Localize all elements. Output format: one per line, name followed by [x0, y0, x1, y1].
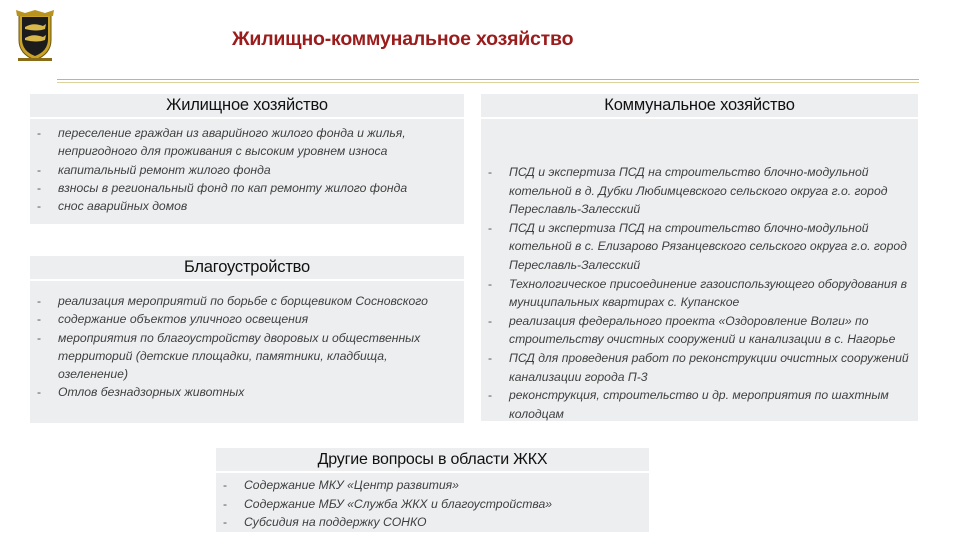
- other-list: [222, 476, 641, 532]
- list-item: - ПСД и экспертиза ПСД на строительство блочно-модульной котельной в д. Дубки Любимцевского сельского округа г.о. город Переславль-Залесский: [487, 163, 910, 219]
- page-title: Жилищно-коммунальное хозяйство: [232, 28, 574, 50]
- improvement-list: [36, 292, 456, 402]
- housing-heading: Жилищное хозяйство: [30, 94, 464, 119]
- list-item: - взносы в региональный фонд по кап ремонту жилого фонда: [36, 179, 456, 197]
- housing-panel: [30, 94, 464, 224]
- communal-body: [481, 119, 918, 421]
- list-item: - мероприятия по благоустройству дворовых и общественных территорий (детские площадки, памятники, кладбища, озеленение): [36, 329, 456, 384]
- improvement-heading: Благоустройство: [30, 256, 464, 281]
- coat-of-arms-icon: [13, 10, 57, 62]
- other-panel: [216, 448, 649, 532]
- list-item: - Отлов безнадзорных животных: [36, 383, 456, 401]
- list-item: - Содержание МКУ «Центр развития»: [222, 476, 641, 495]
- communal-heading: Коммунальное хозяйство: [481, 94, 918, 119]
- list-item: - Технологическое присоединение газоиспользующего оборудования в муниципальных квартирах с. Купанское: [487, 275, 910, 312]
- list-item: - реконструкция, строительство и др. мероприятия по шахтным колодцам: [487, 386, 910, 423]
- list-item: - реализация федерального проекта «Оздоровление Волги» по строительству очистных сооружений и канализации в с. Нагорье: [487, 312, 910, 349]
- list-item: - Субсидия на поддержку СОНКО: [222, 513, 641, 532]
- list-item: - капитальный ремонт жилого фонда: [36, 161, 456, 179]
- list-item: - реализация мероприятий по борьбе с борщевиком Сосновского: [36, 292, 456, 310]
- list-item: - содержание объектов уличного освещения: [36, 310, 456, 328]
- other-heading: Другие вопросы в области ЖКХ: [216, 448, 649, 473]
- list-item: - переселение граждан из аварийного жилого фонда и жилья, непригодного для проживания с высоким уровнем износа: [36, 124, 456, 161]
- housing-list: [36, 124, 456, 215]
- communal-list: [487, 163, 910, 423]
- title-divider: [57, 79, 919, 80]
- improvement-panel: [30, 256, 464, 423]
- list-item: - ПСД для проведения работ по реконструкции очистных сооружений канализации города П-3: [487, 349, 910, 386]
- title-divider-secondary: [57, 82, 919, 83]
- list-item: - ПСД и экспертиза ПСД на строительство блочно-модульной котельной в с. Елизарово Рязанцевского сельского округа г.о. город Переславль-Залесский: [487, 219, 910, 275]
- communal-panel: [481, 94, 918, 421]
- housing-body: [30, 119, 464, 224]
- other-body: [216, 473, 649, 532]
- coat-of-arms-logo: [13, 10, 57, 62]
- improvement-body: [30, 281, 464, 423]
- list-item: - Содержание МБУ «Служба ЖКХ и благоустройства»: [222, 495, 641, 514]
- list-item: - снос аварийных домов: [36, 197, 456, 215]
